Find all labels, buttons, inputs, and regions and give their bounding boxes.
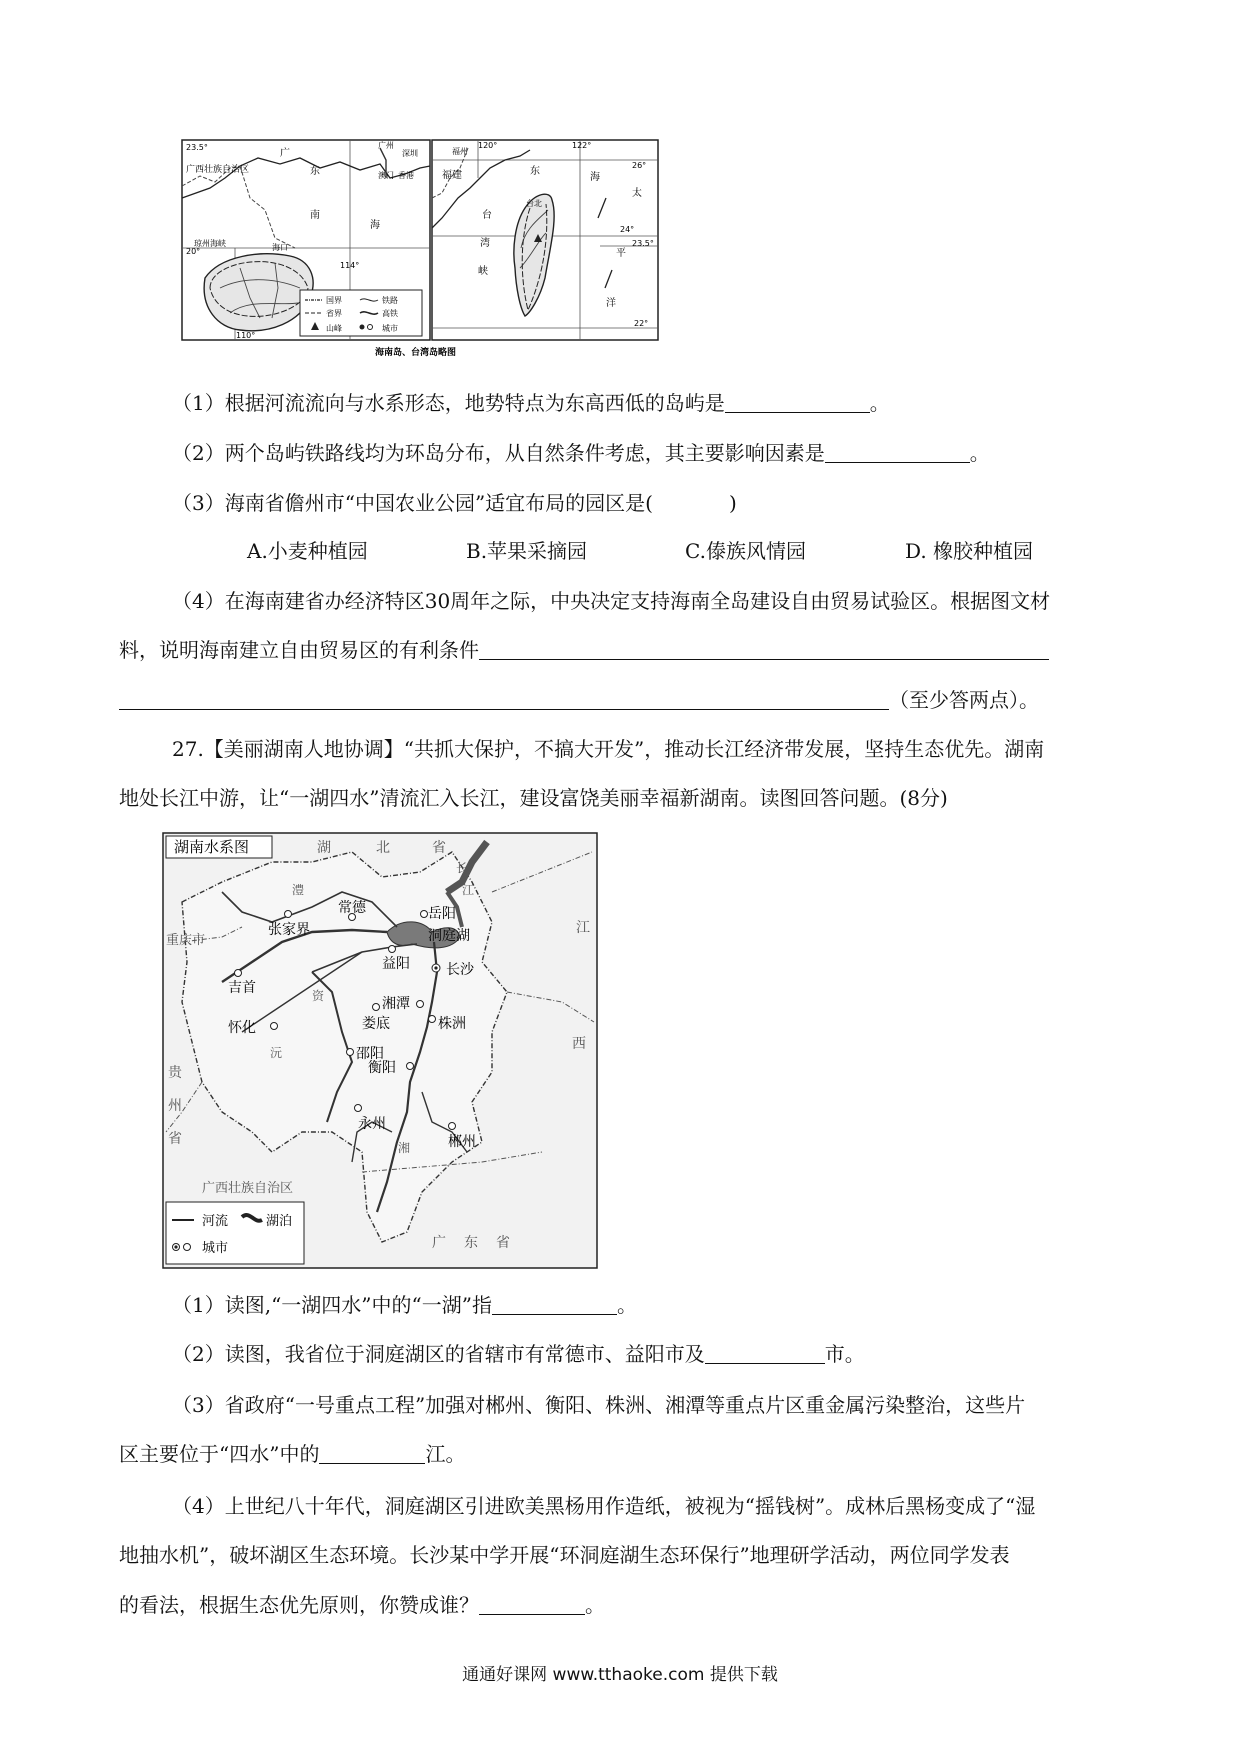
- q27-4-line3: 的看法，根据生态优先原则，你赞成谁？ 。: [119, 1593, 605, 1617]
- map2-guizhou-1: 贵: [168, 1065, 182, 1081]
- map1-legend-chengshi: 城市: [382, 324, 398, 333]
- map2-hubei-1: 湖: [317, 840, 331, 856]
- map1-xia: 峡: [478, 266, 488, 277]
- map1-lon-120: 120°: [478, 141, 498, 150]
- map1-tai: 台: [482, 210, 492, 221]
- q26-3-option-b[interactable]: B.苹果采摘园: [466, 539, 588, 563]
- map2-river-yuan: 沅: [270, 1046, 283, 1060]
- q26-3-option-c[interactable]: C.傣族风情园: [685, 539, 806, 563]
- map1-dong: 东: [530, 166, 540, 177]
- map1-lat-top: 23.5°: [186, 143, 208, 152]
- map2-hubei-2: 北: [376, 840, 390, 856]
- map1-ping: 平: [616, 248, 626, 259]
- q27-3-line2: 区主要位于“四水”中的 江。: [119, 1442, 466, 1466]
- q27-3-answer-blank[interactable]: [319, 1441, 425, 1464]
- map2-chongqing: 重庆市: [166, 933, 206, 948]
- map2-jiangxi-2: 西: [572, 1036, 586, 1052]
- map1-aomen: 澳门: [378, 171, 394, 180]
- map1-guangxi: 广西壮族自治区: [186, 165, 250, 175]
- q26-2-answer-blank[interactable]: [825, 440, 970, 463]
- map1-yang: 洋: [606, 298, 616, 309]
- map2-river-jiang: 江: [462, 883, 475, 897]
- q27-1: （1）读图,“一湖四水”中的“一湖”指 。: [172, 1293, 637, 1317]
- map1-wan: 湾: [480, 238, 490, 249]
- map2-jiangxi-1: 江: [576, 920, 590, 936]
- q27-2-answer-blank[interactable]: [705, 1341, 825, 1364]
- map1-legend-shanfeng: 山峰: [326, 324, 342, 333]
- map1-lon-110: 110°: [236, 331, 256, 340]
- map1-legend-tielu: 铁路: [382, 296, 398, 305]
- q26-1: （1）根据河流流向与水系形态，地势特点为东高西低的岛屿是 。: [172, 391, 890, 415]
- map2-changde: 常德: [338, 900, 366, 916]
- map1-fujian: 福建: [442, 170, 462, 181]
- q26-4-line3: （至少答两点）。: [119, 686, 1039, 714]
- map1-caption: 海南岛、台湾岛略图: [375, 348, 457, 358]
- map2-yongzhou: 永州: [358, 1116, 386, 1132]
- q26-4-answer-blank-2[interactable]: [119, 687, 889, 710]
- hunan-river-map: [162, 832, 598, 1269]
- map2-xiangtan: 湘潭: [382, 996, 410, 1012]
- map2-river-zi: 资: [312, 989, 325, 1003]
- map2-changsha: 长沙: [446, 962, 474, 978]
- map1-lon-122: 122°: [572, 141, 592, 150]
- q26-2: （2）两个岛屿铁路线均为环岛分布，从自然条件考虑，其主要影响因素是 。: [172, 441, 990, 465]
- map2-yueyang: 岳阳: [428, 906, 456, 922]
- map1-haikou: 海口: [272, 243, 288, 252]
- map1-guangzhou: 广州: [378, 141, 394, 150]
- q26-4-line1: （4）在海南建省办经济特区30周年之际，中央决定支持海南全岛建设自由贸易试验区。根据图文材: [172, 589, 1051, 613]
- q27-3-line1: （3）省政府“一号重点工程”加强对郴州、衡阳、株洲、湘潭等重点片区重金属污染整治，这些片: [172, 1393, 1026, 1417]
- map1-lon-114: 114°: [340, 261, 360, 270]
- map1-taibei: 台北: [526, 199, 542, 208]
- map2-river-chang: 长: [456, 861, 469, 875]
- map2-huaihua: 怀化: [228, 1020, 256, 1036]
- map2-river-li: 澧: [292, 883, 305, 897]
- map2-legend-city: 城市: [202, 1241, 229, 1256]
- map2-loudi: 娄底: [362, 1016, 390, 1032]
- q27-4-answer-blank[interactable]: [479, 1592, 585, 1615]
- map2-chenzhou: 郴州: [448, 1134, 476, 1150]
- q27-1-answer-blank[interactable]: [492, 1292, 617, 1315]
- map1-lat-235: 23.5°: [632, 239, 654, 248]
- page-footer: 通通好课网 www.tthaoke.com 提供下载: [462, 1665, 778, 1685]
- map2-zhuzhou: 株洲: [438, 1016, 466, 1032]
- q26-3-option-d[interactable]: D. 橡胶种植园: [905, 539, 1034, 563]
- map2-guangdong-2: 东: [464, 1235, 478, 1251]
- map2-shaoyang: 邵阳: [356, 1046, 384, 1062]
- map1-zhanjiang: 琼州海峡: [194, 239, 226, 248]
- map1-legend-shengjie: 省界: [326, 309, 342, 318]
- map1-nan: 南: [310, 210, 320, 221]
- map1-legend-gaotie: 高铁: [382, 309, 398, 318]
- q27-intro-line1: 27.【美丽湖南人地协调】“共抓大保护，不搞大开发”，推动长江经济带发展，坚持生态优先。湖南: [172, 737, 1045, 761]
- map1-xianggang: 香港: [398, 171, 414, 180]
- map1-legend-guojie: 国界: [326, 296, 342, 305]
- map2-hengyang: 衡阳: [368, 1060, 396, 1076]
- q26-3: （3）海南省儋州市“中国农业公园”适宜布局的园区是( ): [172, 491, 737, 515]
- q27-2: （2）读图，我省位于洞庭湖区的省辖市有常德市、益阳市及 市。: [172, 1342, 865, 1366]
- map1-fuzhou: 福州: [452, 147, 468, 156]
- map2-guizhou-3: 省: [168, 1131, 182, 1147]
- q27-4-line1: （4）上世纪八十年代，洞庭湖区引进欧美黑杨用作造纸，被视为“摇钱树”。成林后黑杨变成了“湿: [172, 1494, 1036, 1518]
- map2-legend-river: 河流: [202, 1214, 229, 1229]
- map2-guangdong-1: 广: [432, 1235, 446, 1251]
- map1-guangdong-b: 东: [310, 166, 320, 177]
- q27-intro-line2: 地处长江中游，让“一湖四水”清流汇入长江，建设富饶美丽幸福新湖南。读图回答问题。(8分): [119, 786, 948, 810]
- map2-jishou: 吉首: [228, 980, 256, 996]
- map1-lat-26: 26°: [632, 161, 647, 170]
- map2-hubei-3: 省: [432, 840, 446, 856]
- map2-guangxi: 广西壮族自治区: [202, 1181, 294, 1196]
- map2-guizhou-2: 州: [168, 1098, 182, 1114]
- map1-guangdong-a: 广: [280, 148, 290, 159]
- q26-4-line2: 料，说明海南建立自由贸易区的有利条件: [119, 636, 1049, 664]
- map2-dongtinghu: 洞庭湖: [428, 928, 470, 944]
- map1-shenzhen: 深圳: [402, 149, 418, 158]
- q27-4-line2: 地抽水机”，破坏湖区生态环境。长沙某中学开展“环洞庭湖生态环保行”地理研学活动，两位同学发表: [119, 1543, 1010, 1567]
- hainan-taiwan-map: [180, 138, 660, 360]
- map1-tai2: 太: [632, 188, 642, 199]
- map1-hai: 海: [370, 220, 380, 231]
- map2-yiyang: 益阳: [382, 956, 410, 972]
- q26-4-answer-blank-1[interactable]: [479, 637, 1049, 660]
- map2-title: 湖南水系图: [174, 838, 250, 856]
- map1-hai-right: 海: [590, 172, 600, 183]
- q26-3-option-a[interactable]: A.小麦种植园: [247, 539, 368, 563]
- map2-guangdong-3: 省: [496, 1235, 510, 1251]
- map2-legend-lake: 湖泊: [266, 1214, 293, 1229]
- q26-1-answer-blank[interactable]: [725, 390, 870, 413]
- map1-lat-22: 22°: [634, 319, 649, 328]
- map2-river-xiang: 湘: [398, 1141, 411, 1155]
- map2-zhangjiajie: 张家界: [268, 922, 310, 938]
- map1-lat-20: 20°: [186, 247, 201, 256]
- map1-lat-24: 24°: [620, 225, 635, 234]
